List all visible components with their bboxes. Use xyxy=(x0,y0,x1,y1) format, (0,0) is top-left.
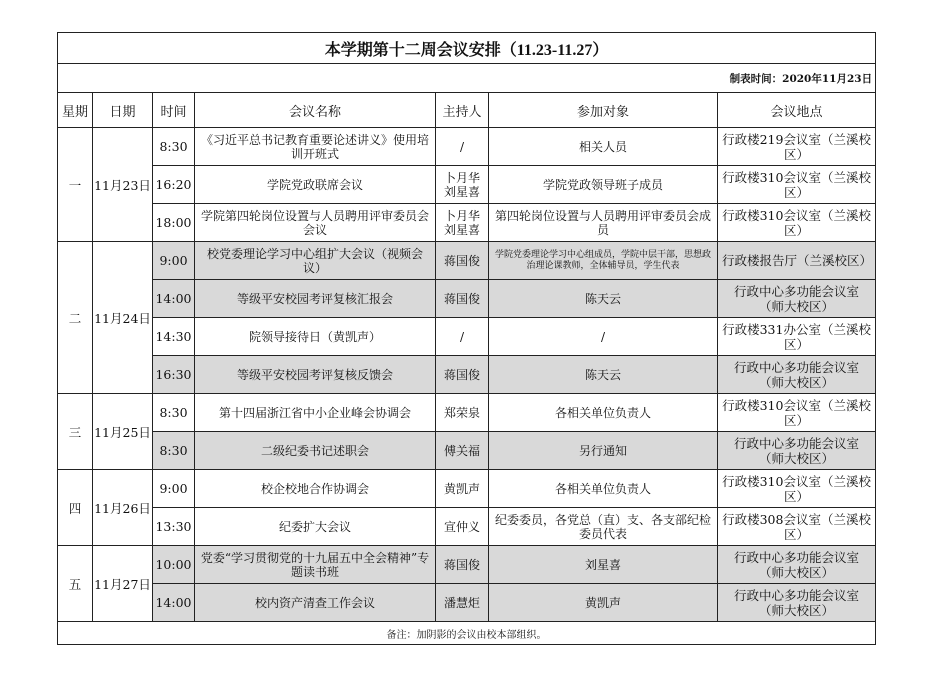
time-cell: 8:30 xyxy=(153,432,195,470)
table-row xyxy=(58,166,876,204)
host-cell: 蒋国俊 xyxy=(436,280,489,318)
table-row xyxy=(58,204,876,242)
time-cell: 13:30 xyxy=(153,508,195,546)
host-cell: 卜月华 刘星喜 xyxy=(436,204,489,242)
meeting-name-cell: 第十四届浙江省中小企业峰会协调会 xyxy=(195,394,436,432)
table-row xyxy=(58,280,876,318)
location-cell: 行政楼219会议室（兰溪校区） xyxy=(718,128,876,166)
col-header-attendees: 参加对象 xyxy=(489,93,718,128)
attendees-cell: 各相关单位负责人 xyxy=(489,470,718,508)
attendees-cell: 陈天云 xyxy=(489,280,718,318)
location-cell: 行政楼310会议室（兰溪校区） xyxy=(718,470,876,508)
attendees-cell: 另行通知 xyxy=(489,432,718,470)
meeting-name-cell: 党委“学习贯彻党的十九届五中全会精神”专题读书班 xyxy=(195,546,436,584)
host-cell: 潘慧炬 xyxy=(436,584,489,622)
meeting-name-cell: 等级平安校园考评复核汇报会 xyxy=(195,280,436,318)
host-cell: 宣仲义 xyxy=(436,508,489,546)
host-cell: 蒋国俊 xyxy=(436,546,489,584)
location-cell: 行政楼308会议室（兰溪校区） xyxy=(718,508,876,546)
meeting-name-cell: 学院第四轮岗位设置与人员聘用评审委员会会议 xyxy=(195,204,436,242)
location-cell: 行政楼报告厅（兰溪校区） xyxy=(718,242,876,280)
attendees-cell: 相关人员 xyxy=(489,128,718,166)
host-cell: / xyxy=(436,318,489,356)
meeting-name-cell: 校企校地合作协调会 xyxy=(195,470,436,508)
col-header-location: 会议地点 xyxy=(718,93,876,128)
table-row xyxy=(58,584,876,622)
header-row xyxy=(58,93,876,128)
location-cell: 行政楼310会议室（兰溪校区） xyxy=(718,394,876,432)
time-cell: 8:30 xyxy=(153,128,195,166)
location-cell: 行政楼331办公室（兰溪校区） xyxy=(718,318,876,356)
host-cell: 黄凯声 xyxy=(436,470,489,508)
time-cell: 18:00 xyxy=(153,204,195,242)
meeting-name-cell: 校内资产清查工作会议 xyxy=(195,584,436,622)
schedule-title: 本学期第十二周会议安排（11.23-11.27） xyxy=(58,33,876,64)
location-cell: 行政中心多功能会议室（师大校区） xyxy=(718,432,876,470)
table-row xyxy=(58,394,876,432)
location-cell: 行政楼310会议室（兰溪校区） xyxy=(718,204,876,242)
host-cell: 傅关福 xyxy=(436,432,489,470)
host-cell: 蒋国俊 xyxy=(436,242,489,280)
meeting-name-cell: 纪委扩大会议 xyxy=(195,508,436,546)
attendees-cell: 纪委委员，各党总（直）支、各支部纪检委员代表 xyxy=(489,508,718,546)
weekday-cell: 四 xyxy=(58,470,93,546)
time-cell: 8:30 xyxy=(153,394,195,432)
table-row xyxy=(58,356,876,394)
weekday-cell: 五 xyxy=(58,546,93,622)
host-cell: 卜月华 刘星喜 xyxy=(436,166,489,204)
table-row xyxy=(58,546,876,584)
attendees-cell: 刘星喜 xyxy=(489,546,718,584)
date-cell: 11月24日 xyxy=(93,242,153,394)
attendees-cell: 各相关单位负责人 xyxy=(489,394,718,432)
weekday-cell: 三 xyxy=(58,394,93,470)
meeting-name-cell: 《习近平总书记教育重要论述讲义》使用培训开班式 xyxy=(195,128,436,166)
attendees-cell: 学院党委理论学习中心组成员，学院中层干部，思想政治理论课教师，全体辅导员，学生代表 xyxy=(489,242,718,280)
note-row xyxy=(58,622,876,645)
table-row xyxy=(58,318,876,356)
col-header-date: 日期 xyxy=(93,93,153,128)
attendees-cell: / xyxy=(489,318,718,356)
host-cell: 郑荣泉 xyxy=(436,394,489,432)
time-cell: 9:00 xyxy=(153,470,195,508)
table-row xyxy=(58,242,876,280)
col-header-host: 主持人 xyxy=(436,93,489,128)
meeting-name-cell: 院领导接待日（黄凯声） xyxy=(195,318,436,356)
meeting-schedule-sheet xyxy=(57,32,875,645)
schedule-table xyxy=(57,32,876,645)
time-cell: 16:30 xyxy=(153,356,195,394)
table-row xyxy=(58,508,876,546)
attendees-cell: 第四轮岗位设置与人员聘用评审委员会成员 xyxy=(489,204,718,242)
col-header-time: 时间 xyxy=(153,93,195,128)
date-cell: 11月23日 xyxy=(93,128,153,242)
attendees-cell: 陈天云 xyxy=(489,356,718,394)
time-cell: 16:20 xyxy=(153,166,195,204)
footnote: 备注：加阴影的会议由校本部组织。 xyxy=(58,622,876,645)
col-header-meeting-name: 会议名称 xyxy=(195,93,436,128)
location-cell: 行政中心多功能会议室（师大校区） xyxy=(718,280,876,318)
time-cell: 14:00 xyxy=(153,280,195,318)
location-cell: 行政中心多功能会议室（师大校区） xyxy=(718,356,876,394)
weekday-cell: 二 xyxy=(58,242,93,394)
meeting-name-cell: 等级平安校园考评复核反馈会 xyxy=(195,356,436,394)
table-row xyxy=(58,470,876,508)
attendees-cell: 黄凯声 xyxy=(489,584,718,622)
date-cell: 11月27日 xyxy=(93,546,153,622)
meeting-name-cell: 校党委理论学习中心组扩大会议（视频会议） xyxy=(195,242,436,280)
host-cell: / xyxy=(436,128,489,166)
time-cell: 14:00 xyxy=(153,584,195,622)
time-cell: 9:00 xyxy=(153,242,195,280)
location-cell: 行政楼310会议室（兰溪校区） xyxy=(718,166,876,204)
table-row xyxy=(58,128,876,166)
table-row xyxy=(58,432,876,470)
date-cell: 11月26日 xyxy=(93,470,153,546)
made-time: 制表时间：2020年11月23日 xyxy=(58,64,876,93)
meeting-name-cell: 学院党政联席会议 xyxy=(195,166,436,204)
host-cell: 蒋国俊 xyxy=(436,356,489,394)
time-cell: 10:00 xyxy=(153,546,195,584)
location-cell: 行政中心多功能会议室（师大校区） xyxy=(718,546,876,584)
location-cell: 行政中心多功能会议室（师大校区） xyxy=(718,584,876,622)
weekday-cell: 一 xyxy=(58,128,93,242)
attendees-cell: 学院党政领导班子成员 xyxy=(489,166,718,204)
meeting-name-cell: 二级纪委书记述职会 xyxy=(195,432,436,470)
date-cell: 11月25日 xyxy=(93,394,153,470)
time-cell: 14:30 xyxy=(153,318,195,356)
col-header-weekday: 星期 xyxy=(58,93,93,128)
